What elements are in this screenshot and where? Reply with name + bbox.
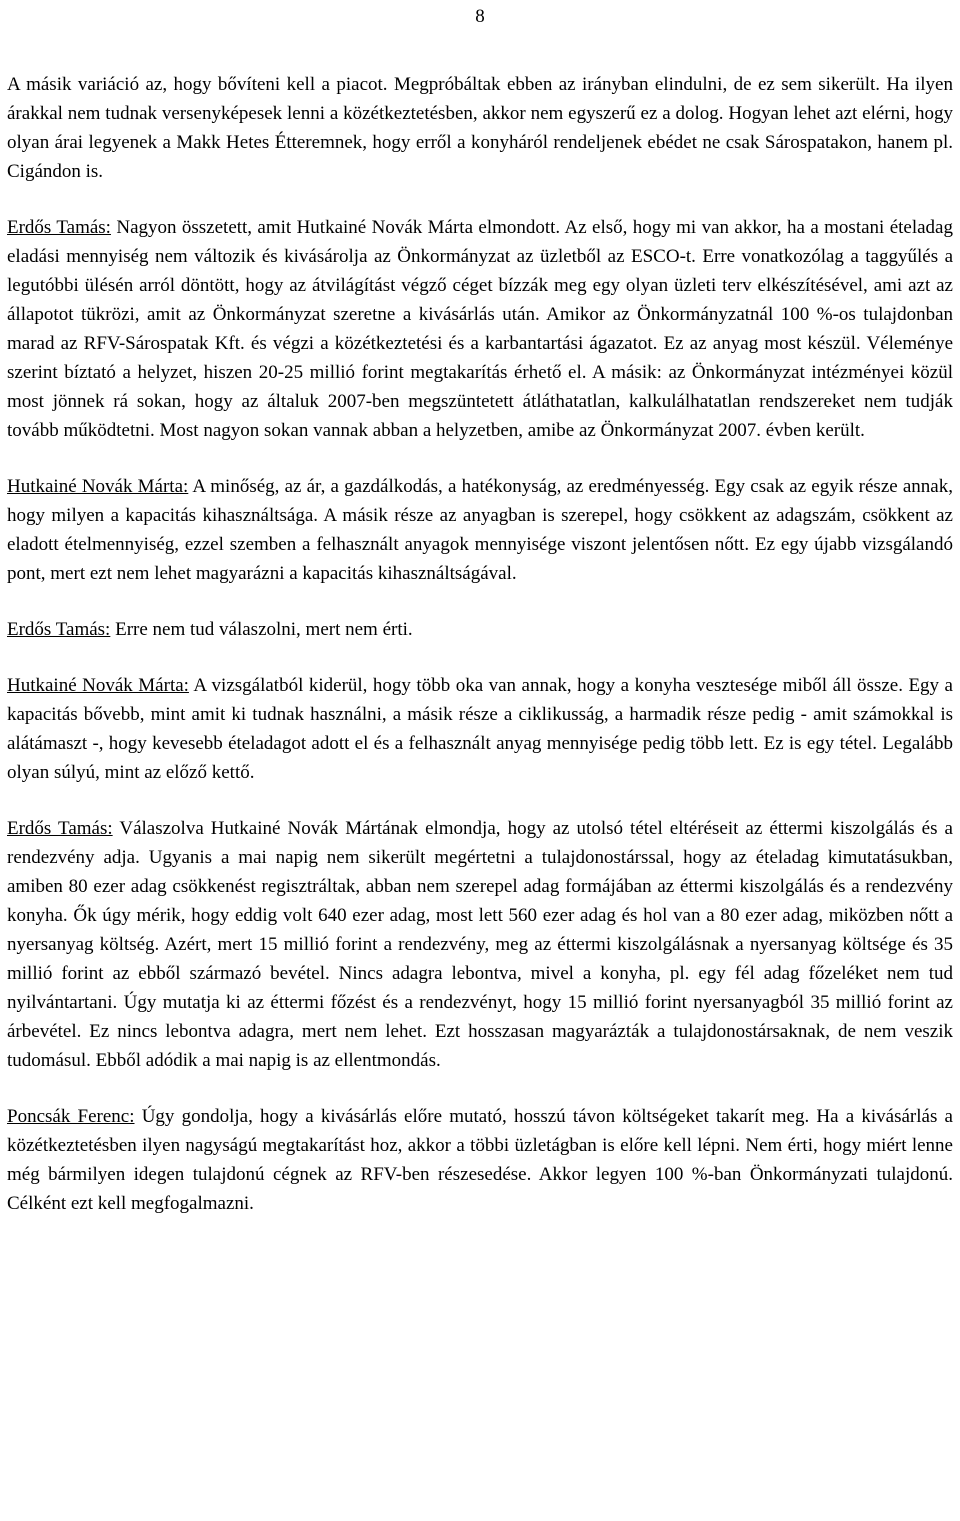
speaker-name: Hutkainé Novák Márta: [7, 476, 189, 497]
paragraph [7, 671, 953, 787]
page-number: 8 [475, 6, 485, 27]
paragraph-text: A vizsgálatból kiderül, hogy több oka van annak, hogy a konyha vesztesége miből áll össze. Egy a kapacitás bővebb, mint amit ki tudnak használni, a másik része a ciklikusság, a harmadik része pedig - amit számokkal is alátámaszt -, hogy kevesebb ételadagot adott el és a felhasznált anyag mennyisége pedig több lett. Ez is egy tétel. Legalább olyan súlyú, mint az előző kettő. [7, 675, 953, 783]
paragraph [7, 70, 953, 186]
speaker-name: Poncsák Ferenc: [7, 1106, 135, 1127]
paragraph [7, 213, 953, 445]
paragraph-text: Úgy gondolja, hogy a kivásárlás előre mutató, hosszú távon költségeket takarít meg. Ha a kivásárlás a közétkeztetésben ilyen nagyságú megtakarítást hoz, akkor a többi üzletágban is előre kell lépni. Nem érti, hogy miért lenne még bármilyen idegen tulajdonú cégnek az RFV-ben részesedése. Akkor legyen 100 %-ban Önkormányzati tulajdonú. Célként ezt kell megfogalmazni. [7, 1106, 953, 1214]
paragraph [7, 472, 953, 588]
paragraph [7, 615, 953, 644]
paragraph [7, 814, 953, 1075]
speaker-name: Erdős Tamás: [7, 217, 111, 238]
paragraph-text: A másik variáció az, hogy bővíteni kell a piacot. Megpróbáltak ebben az irányban elindulni, de ez sem sikerült. Ha ilyen árakkal nem tudnak versenyképesek lenni a közétkeztetésben, akkor nem egyszerű ez a dolog. Hogyan lehet azt elérni, hogy olyan árai legyenek a Makk Hetes Étteremnek, hogy erről a konyháról rendeljenek ebédet ne csak Sárospatakon, hanem pl. Cigándon is. [7, 74, 953, 182]
paragraph-text: Nagyon összetett, amit Hutkainé Novák Márta elmondott. Az első, hogy mi van akkor, ha a mostani ételadag eladási mennyiség nem változik és kivásárolja az Önkormányzat az üzletből az ESCO-t. Erre vonatkozólag a taggyűlés a legutóbbi ülésén arról döntött, hogy az átvilágítást végző céget bízzák meg egy olyan üzleti terv elkészítésével, ami azt az állapotot tükrözi, amit az Önkormányzat szeretne a kivásárlás után. Amikor az Önkormányzatnál 100 %-os tulajdonban marad az RFV-Sárospatak Kft. és végzi a közétkeztetési és a karbantartási ágazatot. Ez az anyag most készül. Véleménye szerint bíztató a helyzet, hiszen 20-25 millió forint megtakarítás érhető el. A másik: az Önkormányzat intézményei közül most jönnek rá sokan, hogy az általuk 2007-ben megszüntetett átláthatatlan, kalkulálhatatlan rendszereket nem tudják tovább működtetni. Most nagyon sokan vannak abban a helyzetben, amibe az Önkormányzat 2007. évben került. [7, 217, 953, 441]
speaker-name: Hutkainé Novák Márta: [7, 675, 189, 696]
paragraph-text: A minőség, az ár, a gazdálkodás, a hatékonyság, az eredményesség. Egy csak az egyik része annak, hogy milyen a kapacitás kihasználtsága. A másik része az anyagban is szerepel, hogy csökkent az adagszám, csökkent az eladott ételmennyiség, ezzel szemben a felhasznált anyagok mennyisége viszont jelentősen nőtt. Ez egy újabb vizsgálandó pont, mert ezt nem lehet magyarázni a kapacitás kihasználtságával. [7, 476, 953, 584]
speaker-name: Erdős Tamás: [7, 818, 113, 839]
paragraph [7, 1102, 953, 1218]
speaker-name: Erdős Tamás: [7, 619, 111, 640]
paragraph-text: Erre nem tud válaszolni, mert nem érti. [110, 619, 413, 640]
document-body [7, 70, 953, 1245]
paragraph-text: Válaszolva Hutkainé Novák Mártának elmondja, hogy az utolsó tétel eltéréseit az éttermi kiszolgálás és a rendezvény adja. Ugyanis a mai napig nem sikerült megértetni a tulajdonostárssal, hogy az ételadag kimutatásukban, amiben 80 ezer adag csökkenést regisztráltak, abban nem szerepel adag formájában az éttermi kiszolgálás és a rendezvény konyha. Ők úgy mérik, hogy eddig volt 640 ezer adag, most lett 560 ezer adag és hol van a 80 ezer adag, miközben nőtt a nyersanyag költség. Azért, mert 15 millió forint a rendezvény, meg az éttermi kiszolgálásnak a nyersanyag költsége és 35 millió forint az ebből származó bevétel. Nincs adagra lebontva, mivel a konyha, pl. egy fél adag főzeléket nem tud nyilvántartani. Úgy mutatja ki az éttermi főzést és a rendezvényt, hogy 15 millió forint nyersanyagból 35 millió forint az árbevétel. Ez nincs lebontva adagra, mert nem lehet. Ezt hosszasan magyarázták a tulajdonostársaknak, de nem veszik tudomásul. Ebből adódik a mai napig is az ellentmondás. [7, 818, 953, 1071]
